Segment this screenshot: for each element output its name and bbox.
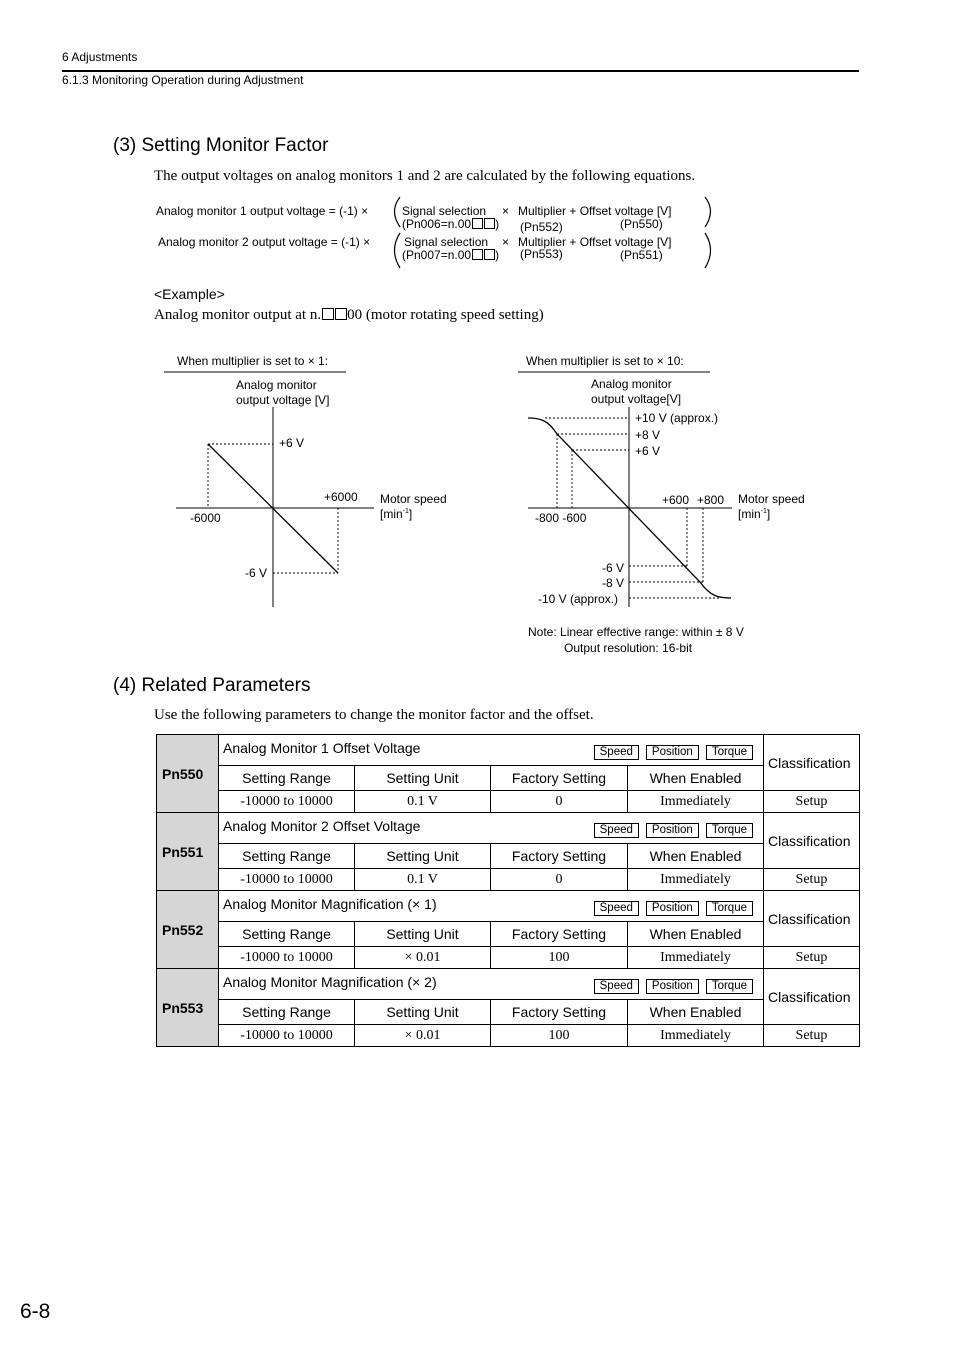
when-enabled-header: When Enabled	[628, 922, 764, 947]
factory-setting-value: 0	[491, 869, 628, 891]
graph1-ylabel-line1: Analog monitor	[236, 378, 317, 392]
setting-range-header: Setting Range	[219, 766, 355, 791]
setting-unit-header: Setting Unit	[355, 844, 491, 869]
graph2-x600: +600	[662, 493, 690, 507]
setting-unit-value: × 0.01	[355, 1025, 491, 1047]
when-enabled-header: When Enabled	[628, 1000, 764, 1025]
factory-setting-header: Factory Setting	[491, 844, 628, 869]
eq1-selection-param: (Pn006=n.00 )	[402, 217, 500, 231]
graph1-pos-voltage: +6 V	[279, 436, 305, 450]
position-tag: Position	[646, 979, 699, 994]
setting-range-header: Setting Range	[219, 1000, 355, 1025]
eq1-multiplier-param: (Pn552)	[520, 220, 563, 234]
graph2-note-line1: Note: Linear effective range: within ± 8 V	[528, 625, 744, 639]
torque-tag: Torque	[706, 745, 753, 760]
graph1-xlabel-line1: Motor speed	[380, 492, 447, 506]
eq2-selection-param: (Pn007=n.00 )	[402, 248, 500, 262]
speed-tag: Speed	[594, 979, 639, 994]
param-name: Analog Monitor 1 Offset Voltage	[223, 740, 421, 756]
torque-tag: Torque	[706, 823, 753, 838]
eq1-offset-param: (Pn550)	[620, 217, 663, 231]
factory-setting-value: 100	[491, 1025, 628, 1047]
classification-value: Setup	[764, 791, 860, 813]
setting-unit-header: Setting Unit	[355, 1000, 491, 1025]
graph2-xlabel-line2: $[\min^{-1}]$	[738, 507, 771, 521]
eq2-times: ×	[502, 235, 510, 249]
torque-tag: Torque	[706, 901, 753, 916]
eq1-left: Analog monitor 1 output voltage = (-1) ×	[156, 204, 369, 218]
setting-unit-value: 0.1 V	[355, 791, 491, 813]
graph2-nv6: -6 V	[602, 561, 625, 575]
graph1-pos-speed: +6000	[324, 490, 358, 504]
eq2-selection: Signal selection	[404, 235, 489, 249]
classification-header: Classification	[764, 891, 860, 947]
classification-value: Setup	[764, 1025, 860, 1047]
graph2-nv10: -10 V (approx.)	[538, 592, 619, 606]
section-3-intro: The output voltages on analog monitors 1 and 2 are calculated by the following equations.	[154, 168, 696, 184]
graph2-ylabel-line2: output voltage[V]	[591, 392, 682, 406]
graph1-ylabel-line2: output voltage [V]	[236, 393, 330, 407]
graph2-caption: When multiplier is set to × 10:	[526, 354, 684, 368]
graph2-note-line2: Output resolution: 16-bit	[564, 641, 693, 655]
eq2-offset-param: (Pn551)	[620, 248, 663, 262]
param-name: Analog Monitor 2 Offset Voltage	[223, 818, 421, 834]
param-name-cell	[219, 969, 764, 1000]
param-name-cell	[219, 735, 764, 766]
speed-tag: Speed	[594, 901, 639, 916]
section-4-title: (4) Related Parameters	[113, 675, 311, 696]
graph2-v10: +10 V (approx.)	[635, 411, 719, 425]
param-name: Analog Monitor Magnification (× 2)	[223, 974, 437, 990]
related-parameters-table	[156, 734, 860, 1047]
setting-unit-value: × 0.01	[355, 947, 491, 969]
position-tag: Position	[646, 745, 699, 760]
torque-tag: Torque	[706, 979, 753, 994]
param-code: Pn550	[157, 735, 219, 813]
graph1-caption: When multiplier is set to × 1:	[177, 354, 329, 368]
example-text: Analog monitor output at n. 00 (motor rotating speed setting)	[154, 307, 544, 323]
setting-unit-header: Setting Unit	[355, 766, 491, 791]
speed-tag: Speed	[594, 745, 639, 760]
eq1-times: ×	[502, 204, 510, 218]
graph2-v6: +6 V	[635, 444, 661, 458]
eq1-selection: Signal selection	[402, 204, 487, 218]
factory-setting-header: Factory Setting	[491, 922, 628, 947]
graph2-neg-speeds: -800 -600	[535, 511, 587, 525]
param-name-cell	[219, 813, 764, 844]
setting-range-header: Setting Range	[219, 922, 355, 947]
section-3-title: (3) Setting Monitor Factor	[113, 135, 329, 156]
graph2-ylabel-line1: Analog monitor	[591, 377, 672, 391]
eq2-multiplier: Multiplier + Offset voltage [V]	[518, 235, 672, 249]
factory-setting-header: Factory Setting	[491, 1000, 628, 1025]
when-enabled-value: Immediately	[628, 869, 764, 891]
running-header-chapter: 6 Adjustments	[62, 50, 138, 64]
classification-header: Classification	[764, 813, 860, 869]
setting-unit-header: Setting Unit	[355, 922, 491, 947]
graph2-nv8: -8 V	[602, 576, 625, 590]
param-code: Pn552	[157, 891, 219, 969]
eq2-multiplier-param: (Pn553)	[520, 247, 563, 261]
classification-header: Classification	[764, 969, 860, 1025]
graph2-x800: +800	[697, 493, 725, 507]
when-enabled-value: Immediately	[628, 1025, 764, 1047]
example-label: <Example>	[154, 286, 225, 302]
when-enabled-value: Immediately	[628, 947, 764, 969]
eq2-left: Analog monitor 2 output voltage = (-1) ×	[158, 235, 371, 249]
speed-tag: Speed	[594, 823, 639, 838]
when-enabled-value: Immediately	[628, 791, 764, 813]
running-header-section: 6.1.3 Monitoring Operation during Adjustment	[62, 73, 304, 87]
when-enabled-header: When Enabled	[628, 844, 764, 869]
factory-setting-value: 100	[491, 947, 628, 969]
setting-range-value: -10000 to 10000	[219, 791, 355, 813]
setting-range-value: -10000 to 10000	[219, 1025, 355, 1047]
when-enabled-header: When Enabled	[628, 766, 764, 791]
eq1-multiplier: Multiplier + Offset voltage [V]	[518, 204, 672, 218]
setting-range-value: -10000 to 10000	[219, 869, 355, 891]
classification-header: Classification	[764, 735, 860, 791]
param-name: Analog Monitor Magnification (× 1)	[223, 896, 437, 912]
section-4-intro: Use the following parameters to change the monitor factor and the offset.	[154, 707, 594, 723]
graph1-xlabel-line2: $[\min^{-1}]$	[380, 507, 413, 521]
setting-range-header: Setting Range	[219, 844, 355, 869]
factory-setting-header: Factory Setting	[491, 766, 628, 791]
classification-value: Setup	[764, 947, 860, 969]
setting-range-value: -10000 to 10000	[219, 947, 355, 969]
page-number: 6-8	[20, 1300, 51, 1323]
graph1-neg-voltage: -6 V	[245, 566, 268, 580]
param-name-cell	[219, 891, 764, 922]
position-tag: Position	[646, 901, 699, 916]
classification-value: Setup	[764, 869, 860, 891]
graph1-neg-speed: -6000	[190, 511, 221, 525]
graph2-v8: +8 V	[635, 428, 661, 442]
factory-setting-value: 0	[491, 791, 628, 813]
param-code: Pn551	[157, 813, 219, 891]
param-code: Pn553	[157, 969, 219, 1047]
position-tag: Position	[646, 823, 699, 838]
setting-unit-value: 0.1 V	[355, 869, 491, 891]
graph2-xlabel-line1: Motor speed	[738, 492, 805, 506]
